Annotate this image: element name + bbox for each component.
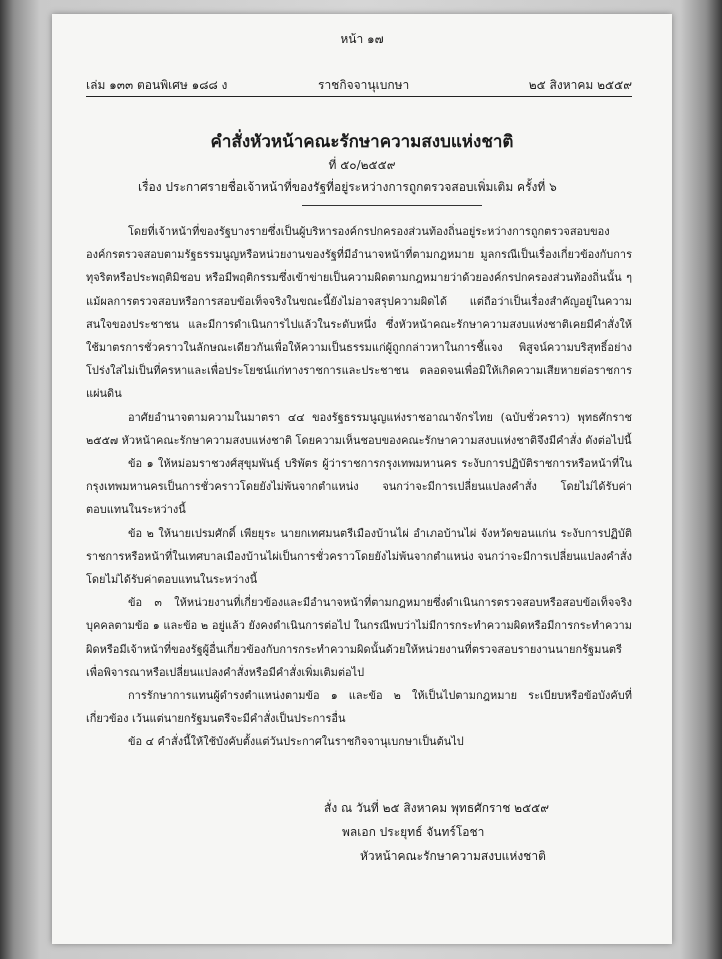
divider (302, 205, 482, 206)
order-body (86, 220, 632, 754)
paragraph-authority: อาศัยอำนาจตามความในมาตรา ๔๔ ของรัฐธรรมนูญแห่งราชอาณาจักรไทย (ฉบับชั่วคราว) พุทธศักราช ๒๕๕๗ หัวหน้าคณะรักษาความสงบแห่งชาติ โดยความเห็นชอบของคณะรักษาความสงบแห่งชาติจึงมีคำสั่ง ดังต่อไปนี้ (86, 410, 632, 447)
gazette-name: ราชกิจจานุเบกษา (318, 78, 410, 92)
order-title: คำสั่งหัวหน้าคณะรักษาความสงบแห่งชาติ (210, 132, 514, 152)
page-number: หน้า ๑๗ (340, 32, 384, 46)
paragraph-acting: การรักษาการแทนผู้ดำรงตำแหน่งตามข้อ ๑ และข้อ ๒ ให้เป็นไปตามกฎหมาย ระเบียบหรือข้อบังคับที่เกี่ยวข้อง เว้นแต่นายกรัฐมนตรีจะมีคำสั่งเป็นประการอื่น (86, 689, 632, 726)
document-page (52, 14, 672, 944)
gazette-date: ๒๕ สิงหาคม ๒๕๕๙ (528, 78, 632, 92)
order-subject: เรื่อง ประกาศรายชื่อเจ้าหน้าที่ของรัฐที่อยู่ระหว่างการถูกตรวจสอบเพิ่มเติม ครั้งที่ ๖ (138, 180, 557, 194)
signatory-name: พลเอก ประยุทธ์ จันทร์โอชา (342, 825, 485, 839)
signature-date: สั่ง ณ วันที่ ๒๕ สิงหาคม พุทธศักราช ๒๕๕๙ (324, 801, 550, 815)
volume-info: เล่ม ๑๓๓ ตอนพิเศษ ๑๘๘ ง (86, 78, 228, 92)
paragraph-preamble: โดยที่เจ้าหน้าที่ของรัฐบางรายซึ่งเป็นผู้บริหารองค์กรปกครองส่วนท้องถิ่นอยู่ระหว่างการถูกตรวจสอบขององค์กรตรวจสอบตามรัฐธรรมนูญหรือหน่วยงานของรัฐที่มีอำนาจหน้าที่ตามกฎหมาย มูลกรณีเป็นเรื่องเกี่ยวข้องกับการทุจริตหรือประพฤติมิชอบ หรือมีพฤติกรรมซึ่งเข้าข่ายเป็นความผิดตามกฎหมายว่าด้วยองค์กรปกครองส่วนท้องถิ่นนั้น ๆ แม้ผลการตรวจสอบหรือการสอบข้อเท็จจริงในขณะนี้ยังไม่อาจสรุปความผิดได้ แต่ถือว่าเป็นเรื่องสำคัญอยู่ในความสนใจของประชาชน และมีการดำเนินการไปแล้วในระดับหนึ่ง ซึ่งหัวหน้าคณะรักษาความสงบแห่งชาติเคยมีคำสั่งให้ใช้มาตรการชั่วคราวในลักษณะเดียวกันเพื่อให้ความเป็นธรรมแก่ผู้ถูกกล่าวหาในการชี้แจง พิสูจน์ความบริสุทธิ์อย่างโปร่งใสไม่เป็นที่ครหาและเพื่อประโยชน์แก่ทางราชการและประชาชน ตลอดจนเพื่อมิให้เกิดความเสียหายต่อราชการแผ่นดิน (86, 225, 632, 401)
paragraph-clause-4: ข้อ ๔ คำสั่งนี้ให้ใช้บังคับตั้งแต่วันประกาศในราชกิจจานุเบกษาเป็นต้นไป (128, 735, 464, 749)
signatory-position: หัวหน้าคณะรักษาความสงบแห่งชาติ (360, 849, 546, 863)
paragraph-clause-2: ข้อ ๒ ให้นายเปรมศักดิ์ เพียยุระ นายกเทศมนตรีเมืองบ้านไผ่ อำเภอบ้านไผ่ จังหวัดขอนแก่น ระงับการปฏิบัติราชการหรือหน้าที่ในเทศบาลเมืองบ้านไผ่เป็นการชั่วคราวโดยยังไม่พ้นจากตำแหน่ง จนกว่าจะมีการเปลี่ยนแปลงคำสั่ง โดยไม่ได้รับค่าตอบแทนในระหว่างนี้ (86, 526, 632, 587)
paragraph-clause-3: ข้อ ๓ ให้หน่วยงานที่เกี่ยวข้องและมีอำนาจหน้าที่ตามกฎหมายซึ่งดำเนินการตรวจสอบหรือสอบข้อเท็จจริงบุคคลตามข้อ ๑ และข้อ ๒ อยู่แล้ว ยังคงดำเนินการต่อไป ในกรณีพบว่าไม่มีการกระทำความผิดหรือมีการกระทำความผิดหรือมีเจ้าหน้าที่ของรัฐผู้อื่นเกี่ยวข้องกับการกระทำความผิดนั้นด้วยให้หน่วยงานที่ตรวจสอบรายงานนายกรัฐมนตรีเพื่อพิจารณาหรือเปลี่ยนแปลงคำสั่งหรือมีคำสั่งเพิ่มเติมต่อไป (86, 596, 632, 679)
gazette-header (86, 76, 632, 97)
paragraph-clause-1: ข้อ ๑ ให้หม่อมราชวงศ์สุขุมพันธุ์ บริพัตร ผู้ว่าราชการกรุงเทพมหานคร ระงับการปฏิบัติราชการหรือหน้าที่ในกรุงเทพมหานครเป็นการชั่วคราวโดยยังไม่พ้นจากตำแหน่ง จนกว่าจะมีการเปลี่ยนแปลงคำสั่ง โดยไม่ได้รับค่าตอบแทนในระหว่างนี้ (86, 457, 632, 517)
signature-block (324, 796, 549, 868)
order-number: ที่ ๕๐/๒๕๕๙ (328, 158, 396, 172)
